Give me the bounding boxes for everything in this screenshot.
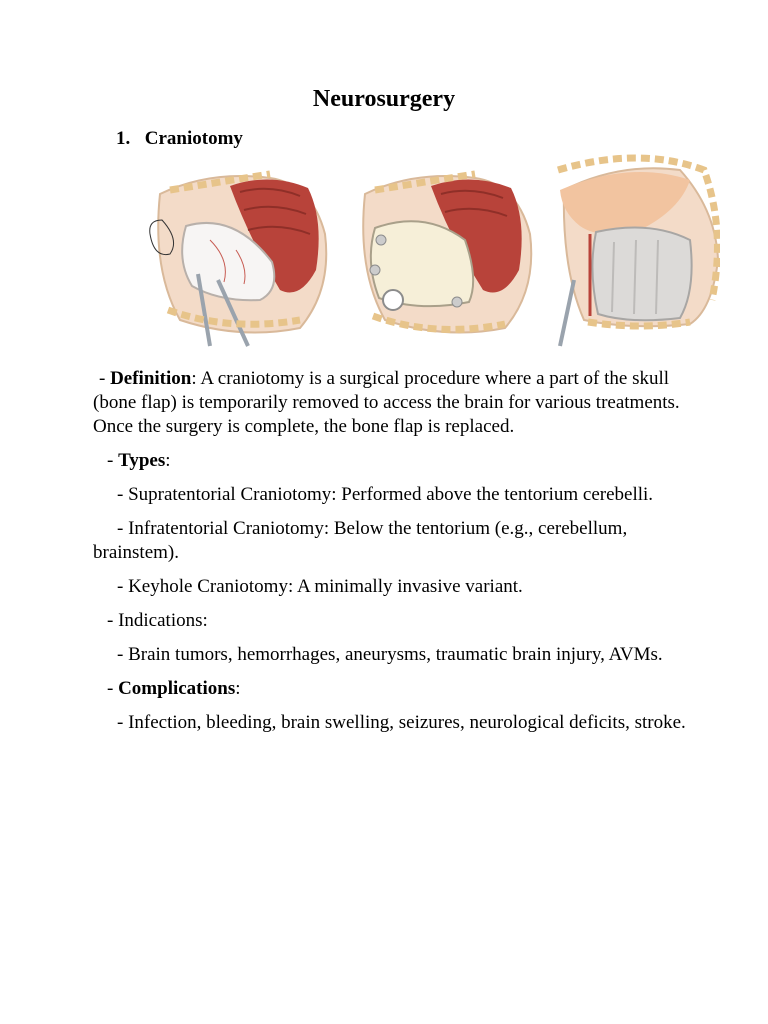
types-item: - Supratentorial Craniotomy: Performed above the tentorium cerebelli. [117,484,654,505]
craniotomy-illustration [140,150,720,358]
definition-paragraph [93,367,693,439]
complications-item: - Infection, bleeding, brain swelling, seizures, neurological deficits, stroke. [117,712,686,733]
definition-label: Definition [110,368,192,389]
definition-text: : A craniotomy is a surgical procedure where a part of the skull (bone flap) is temporarily removed to access the brain for various treatments. Once the surgery is complete, the bone flap is replaced. [93,368,680,437]
section-number: 1. [116,128,131,149]
complications-heading [93,677,693,701]
indications-heading: - Indications: [107,610,208,631]
complications-suffix: : [235,678,241,699]
section-title: Craniotomy [144,128,243,149]
types-item: - Keyhole Craniotomy: A minimally invasive variant. [117,576,523,597]
figure-panel-bone-flap [363,174,531,333]
complications-label: Complications [118,678,236,699]
section-heading [116,128,243,150]
types-prefix: - [107,450,119,471]
types-item: - Infratentorial Craniotomy: Below the tentorium (e.g., cerebellum, brainstem). [93,518,628,563]
types-heading [93,449,693,473]
definition-prefix: - [99,368,111,389]
types-label: Types [118,450,166,471]
figure-panel-dura-closure [558,158,718,346]
document-body [93,367,693,745]
page-title: Neurosurgery [312,86,456,112]
figure-panel-exposure [150,174,327,346]
types-suffix: : [165,450,171,471]
indications-item: - Brain tumors, hemorrhages, aneurysms, traumatic brain injury, AVMs. [117,644,663,665]
complications-prefix: - [107,678,119,699]
